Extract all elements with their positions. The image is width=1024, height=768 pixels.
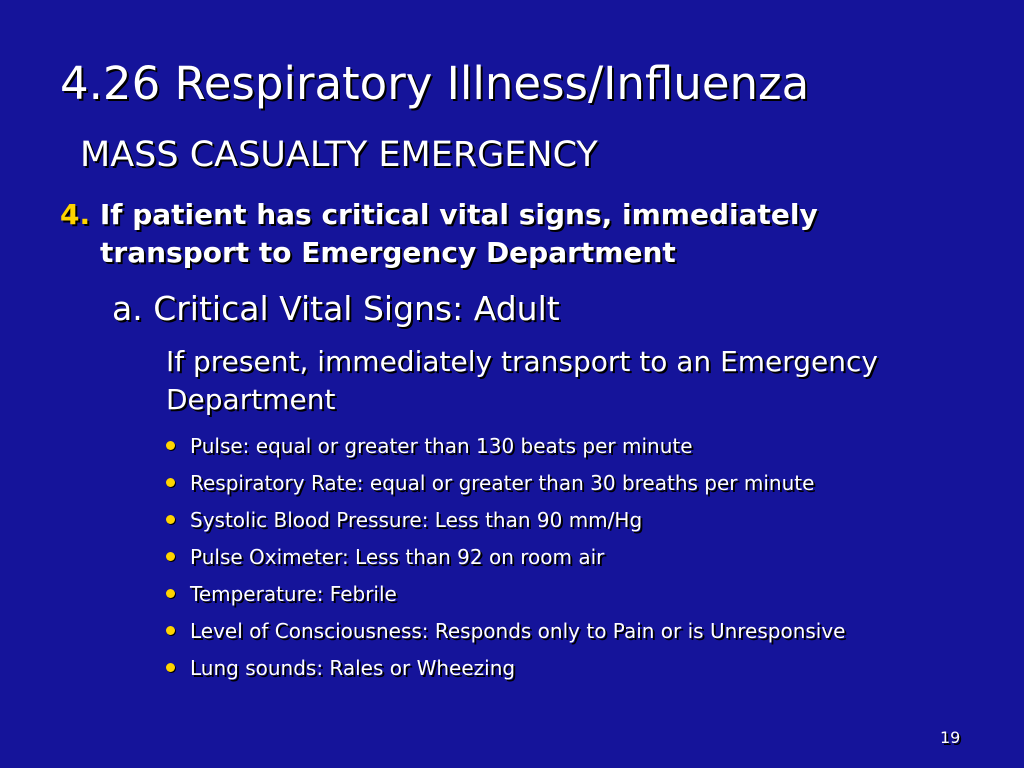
transport-instruction [166,343,966,419]
transport-instruction-line-1: If present, immediately transport to an Emergency [166,345,878,378]
step-text-line-2: transport to Emergency Department [100,236,676,269]
slide-subtitle: MASS CASUALTY EMERGENCY [80,135,598,175]
step-number: 4. [60,198,91,231]
step-text-line-1: If patient has critical vital signs, immediately [99,198,818,231]
vital-signs-list [166,428,986,687]
vital-sign-item [166,650,986,687]
bullet-icon [166,552,175,561]
vital-sign-item [166,539,986,576]
step-line-1 [60,196,960,234]
vital-sign-text: Respiratory Rate: equal or greater than 30 breaths per minute [190,471,815,495]
vital-sign-item [166,502,986,539]
vital-sign-text: Lung sounds: Rales or Wheezing [190,656,516,680]
bullet-icon [166,589,175,598]
vital-sign-item [166,613,986,650]
bullet-icon [166,663,175,672]
vital-sign-item [166,428,986,465]
vital-sign-text: Level of Consciousness: Responds only to Pain or is Unresponsive [190,619,846,643]
bullet-icon [166,478,175,487]
vital-sign-item [166,576,986,613]
slide-page-number: 19 [940,728,961,747]
vital-sign-text: Systolic Blood Pressure: Less than 90 mm/Hg [190,508,643,532]
vital-sign-text: Pulse Oximeter: Less than 92 on room air [190,545,605,569]
step-instruction [60,196,960,272]
critical-signs-heading: a. Critical Vital Signs: Adult [112,289,560,328]
bullet-icon [166,441,175,450]
vital-sign-text: Pulse: equal or greater than 130 beats per minute [190,434,693,458]
bullet-icon [166,515,175,524]
transport-instruction-line-2: Department [166,383,336,416]
slide-title: 4.26 Respiratory Illness/Influenza [60,57,810,110]
bullet-icon [166,626,175,635]
vital-sign-item [166,465,986,502]
vital-sign-text: Temperature: Febrile [190,582,397,606]
